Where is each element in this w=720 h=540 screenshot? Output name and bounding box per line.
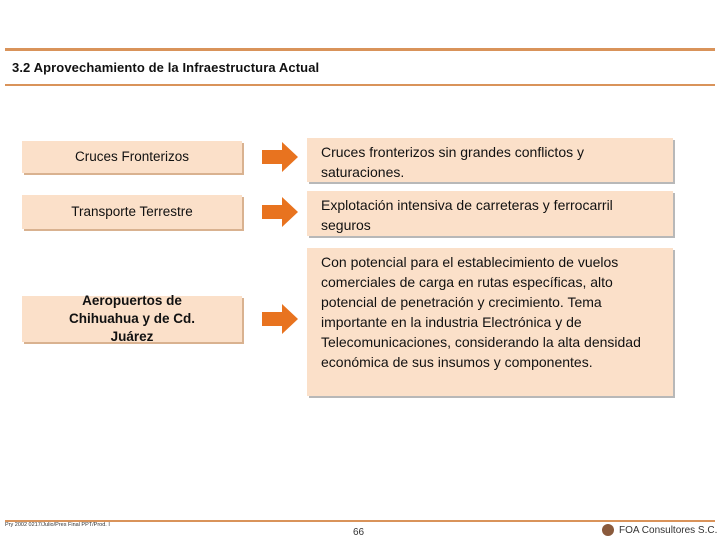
label-cruces-fronterizos [22,141,242,173]
page-number: 66 [353,527,365,538]
arrow-right-icon [262,304,298,334]
label-text: Transporte Terrestre [71,204,193,219]
footer-file-path: Pry 2002 0217/Julio/Pres Final PPT/Prod. I [5,522,110,528]
description-aeropuertos [307,248,673,396]
label-text: Aeropuertos de Chihuahua y de Cd. Juárez [68,293,195,344]
title-underline [5,84,715,86]
label-transporte-terrestre [22,195,242,229]
description-text: Cruces fronterizos sin grandes conflictos y saturaciones. [321,144,584,180]
top-rule [5,48,715,51]
description-cruces-fronterizos [307,138,673,182]
description-text: Con potencial para el establecimiento de vuelos comerciales de carga en rutas específicas, alto potencial de penetración y crecimiento. Tema importante en la industria Electrónica y de Telecomunicaciones, considerando la alta densidad económica de sus insumos y componentes. [321,254,641,370]
slide-title: 3.2 Aprovechamiento de la Infraestructura Actual [12,60,320,75]
company-logo-icon [602,524,614,536]
description-transporte-terrestre [307,191,673,236]
label-text: Cruces Fronterizos [74,149,190,164]
bottom-rule [5,520,715,522]
label-aeropuertos [22,293,242,344]
arrow-right-icon [262,197,298,227]
description-text: Explotación intensiva de carreteras y ferrocarril seguros [321,197,613,233]
company-name: FOA Consultores S.C. [619,525,718,536]
arrow-right-icon [262,142,298,172]
